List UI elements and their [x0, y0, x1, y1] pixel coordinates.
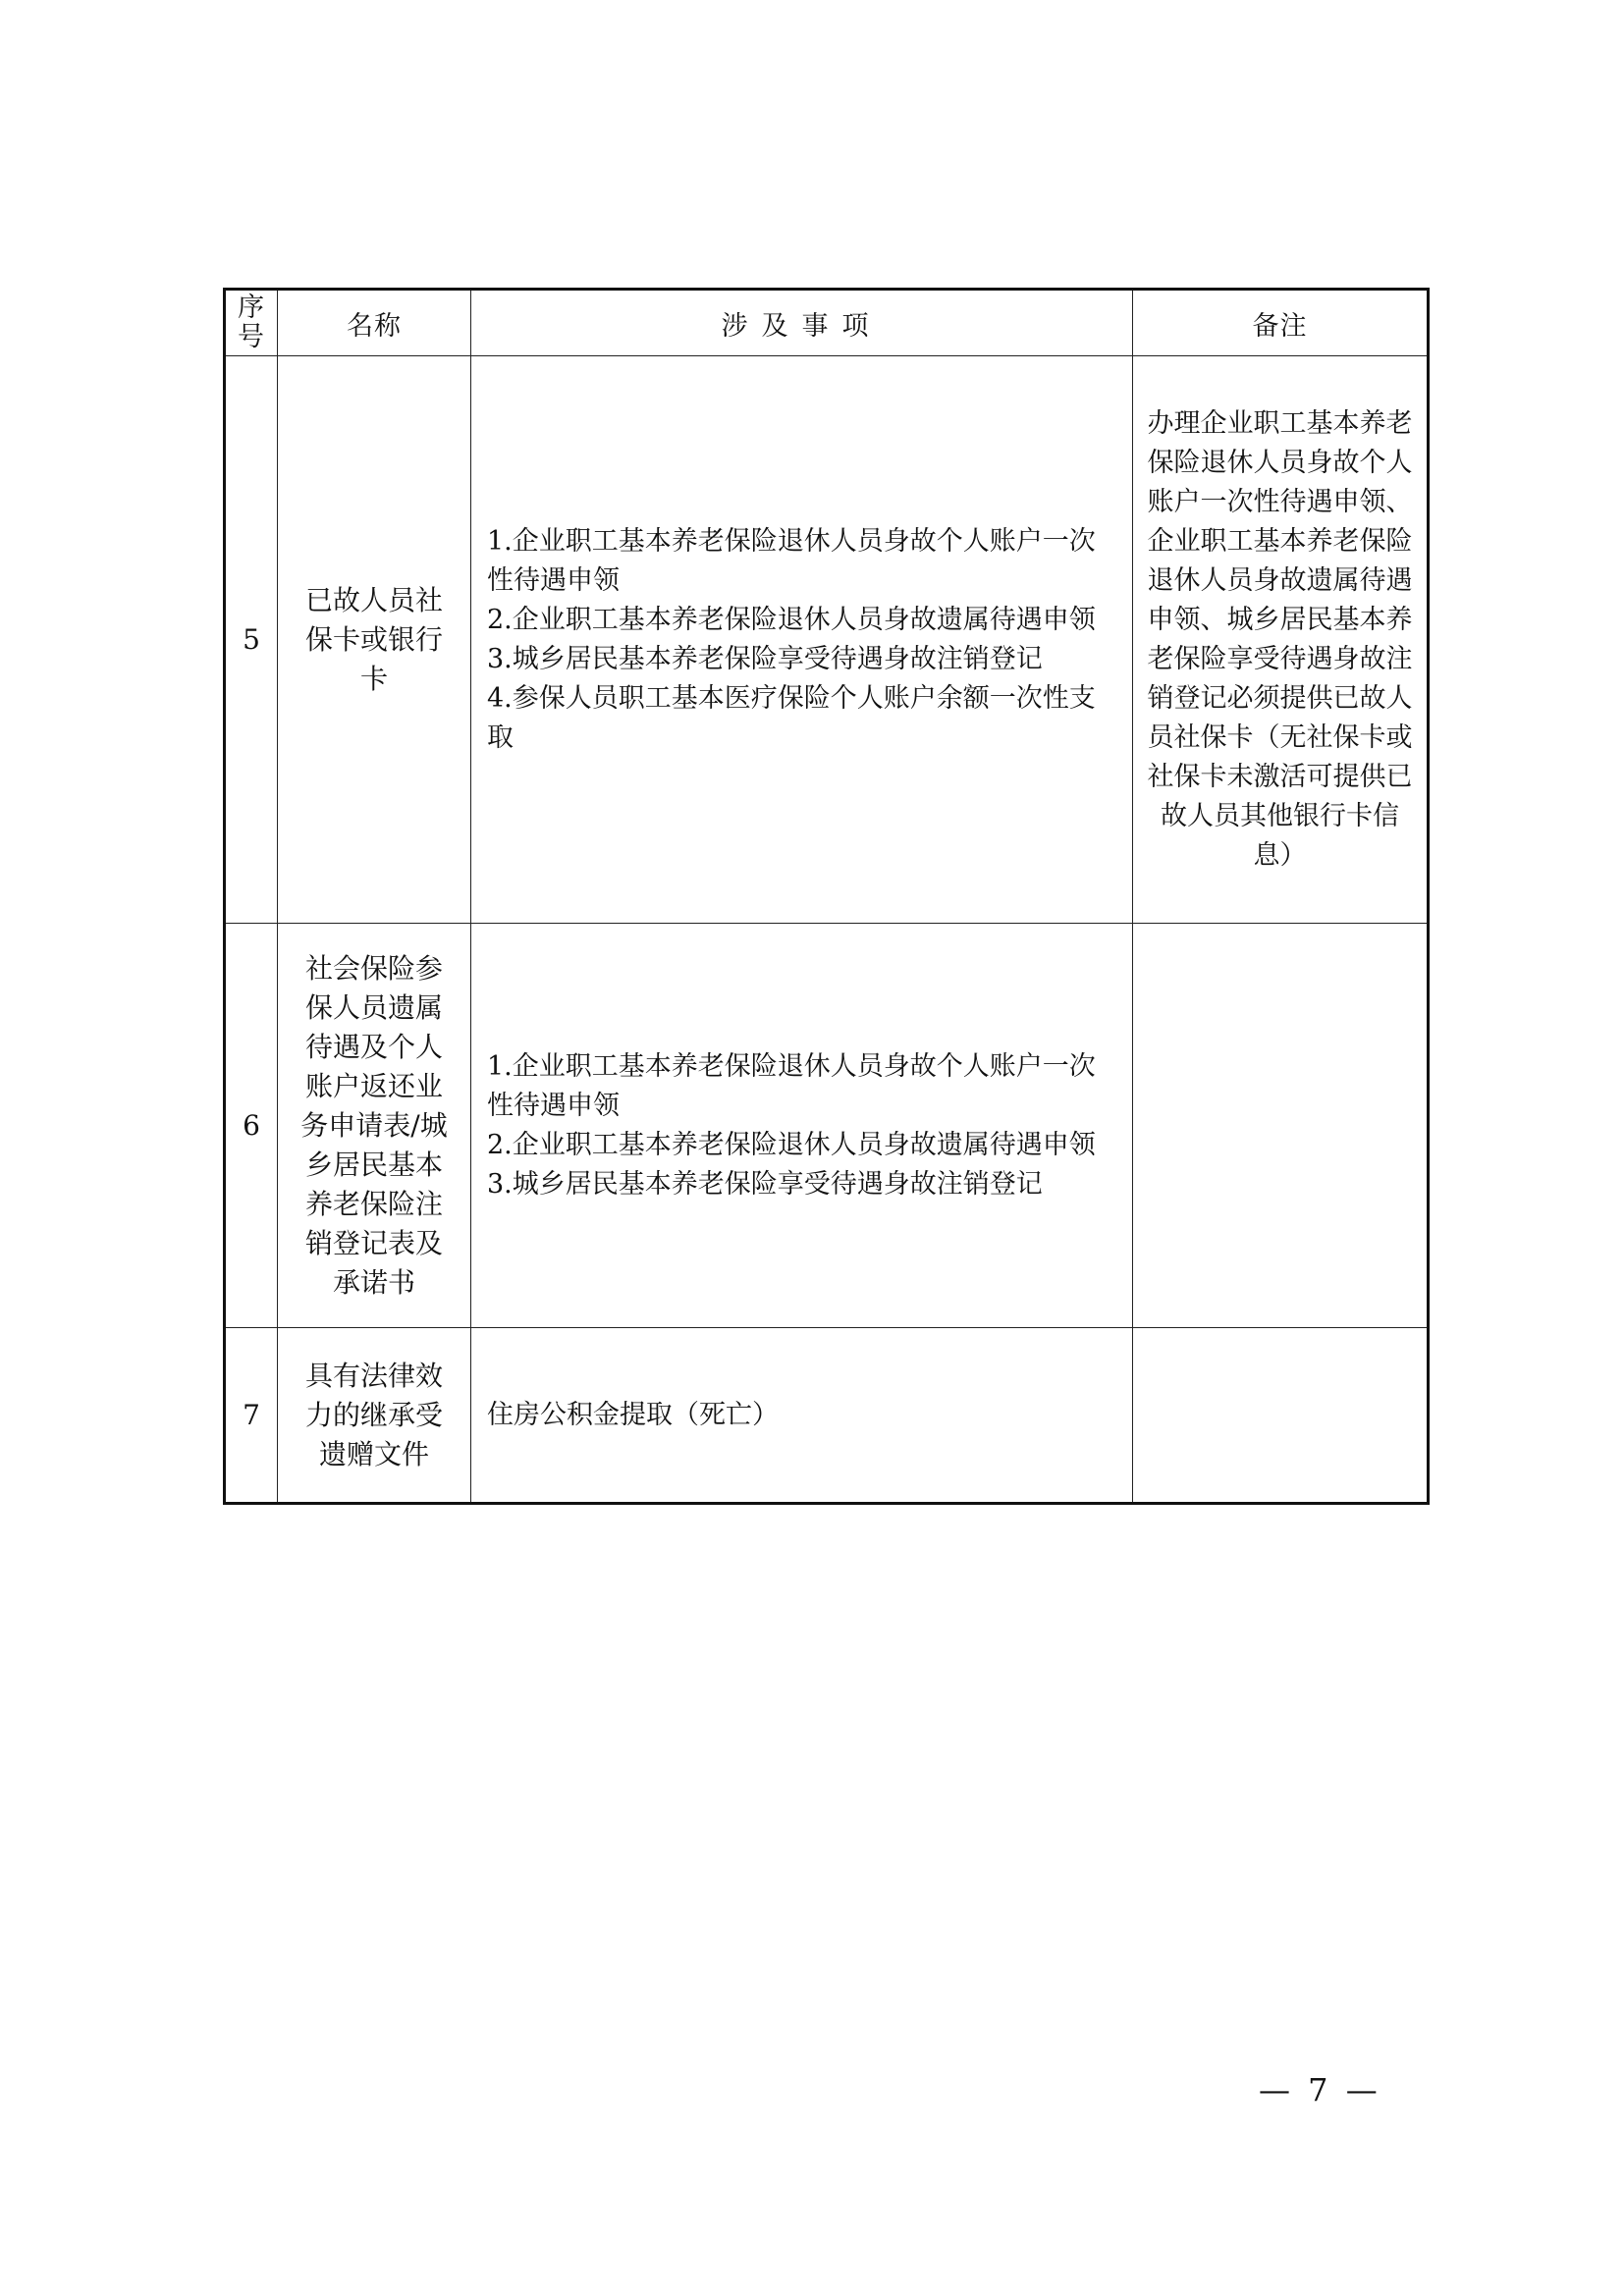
table-row [225, 356, 1429, 924]
row-name: 社会保险参保人员遗属待遇及个人账户返还业务申请表/城乡居民基本养老保险注销登记表及承诺书 [278, 924, 471, 1328]
matter-item: 4.参保人员职工基本医疗保险个人账户余额一次性支取 [487, 682, 1096, 753]
row-matters [471, 924, 1133, 1328]
header-matters: 涉及事项 [471, 290, 1133, 356]
header-seq-line1: 序 [238, 293, 265, 323]
matter-item: 2.企业职工基本养老保险退休人员身故遗属待遇申领 [487, 1129, 1096, 1160]
header-seq [225, 290, 278, 356]
items-table [223, 288, 1430, 1505]
header-remarks: 备注 [1133, 290, 1429, 356]
page-number: — 7 — [1259, 2071, 1381, 2109]
row-name: 已故人员社保卡或银行卡 [278, 356, 471, 924]
row-seq: 5 [225, 356, 278, 924]
row-remarks [1133, 1328, 1429, 1504]
row-seq: 7 [225, 1328, 278, 1504]
matter-item: 2.企业职工基本养老保险退休人员身故遗属待遇申领 [487, 604, 1096, 635]
matter-item: 3.城乡居民基本养老保险享受待遇身故注销登记 [487, 1168, 1043, 1200]
header-name: 名称 [278, 290, 471, 356]
header-seq-line2: 号 [238, 322, 265, 352]
row-name: 具有法律效力的继承受遗赠文件 [278, 1328, 471, 1504]
matter-item: 1.企业职工基本养老保险退休人员身故个人账户一次性待遇申领 [487, 525, 1096, 596]
matter-item: 住房公积金提取（死亡） [487, 1399, 779, 1430]
row-remarks: 办理企业职工基本养老保险退休人员身故个人账户一次性待遇申领、企业职工基本养老保险退休人员身故遗属待遇申领、城乡居民基本养老保险享受待遇身故注销登记必须提供已故人员社保卡（无社保卡或社保卡未激活可提供已故人员其他银行卡信息） [1133, 356, 1429, 924]
matter-item: 3.城乡居民基本养老保险享受待遇身故注销登记 [487, 643, 1043, 674]
row-seq: 6 [225, 924, 278, 1328]
row-remarks [1133, 924, 1429, 1328]
matter-item: 1.企业职工基本养老保险退休人员身故个人账户一次性待遇申领 [487, 1050, 1096, 1121]
table-row [225, 924, 1429, 1328]
table-row [225, 1328, 1429, 1504]
row-matters [471, 1328, 1133, 1504]
row-matters [471, 356, 1133, 924]
table-header-row [225, 290, 1429, 356]
